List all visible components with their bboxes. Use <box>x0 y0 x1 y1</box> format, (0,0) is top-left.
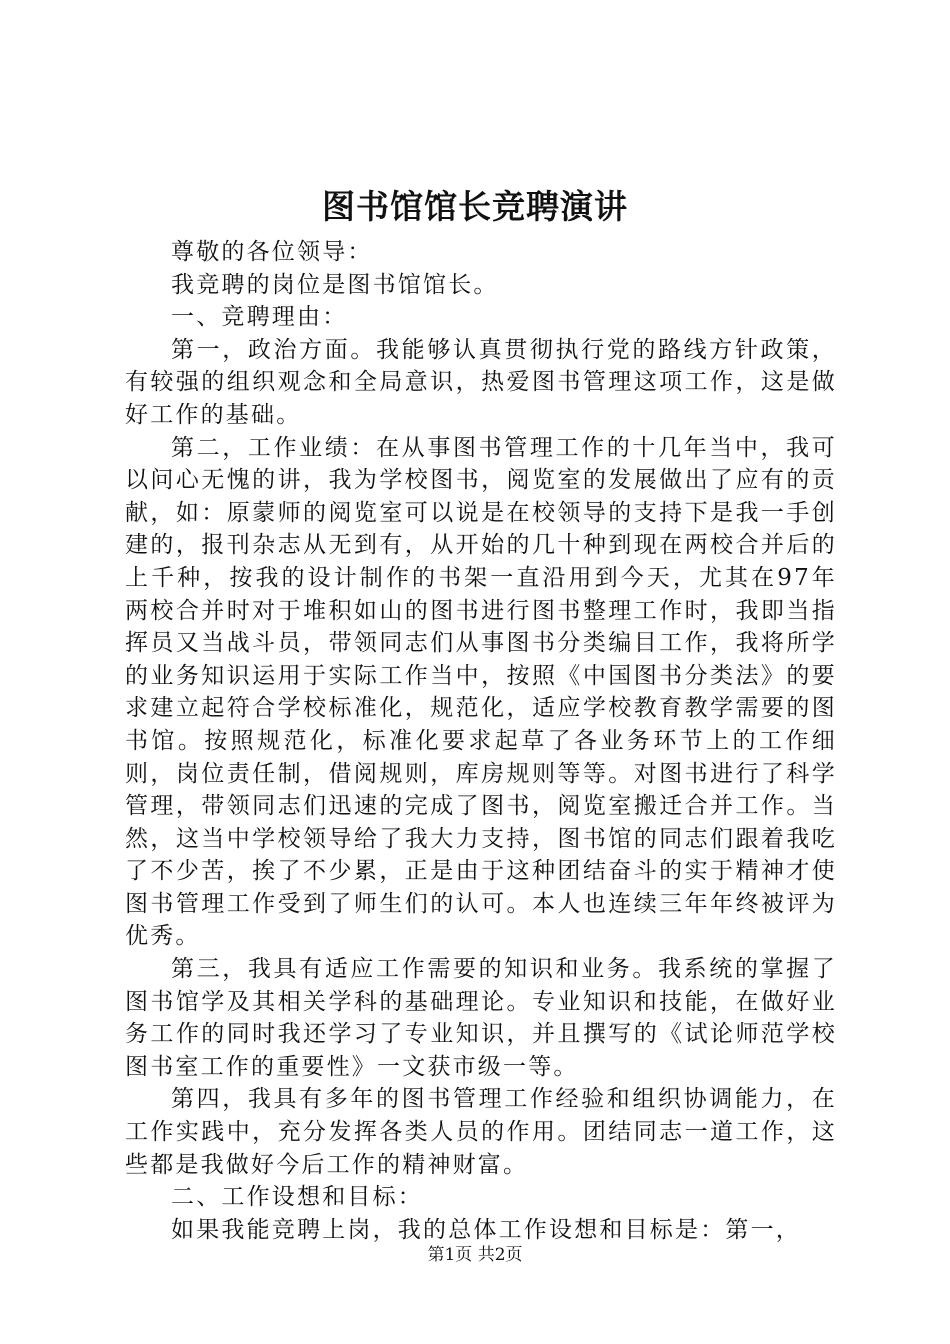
paragraph-achievements: 第二，工作业绩：在从事图书管理工作的十几年当中，我可以问心无愧的讲，我为学校图书，阅览室的发展做出了应有的贡献，如：原蒙师的阅览室可以说是在校领导的支持下是我一手创建的，报刊杂志从无到有，从开始的几十种到现在两校合并后的上千种，按我的设计制作的书架一直沿用到今天，尤其在97年两校合并时对于堆积如山的图书进行图书整理工作时，我即当指挥员又当战斗员，带领同志们从事图书分类编目工作，我将所学的业务知识运用于实际工作当中，按照《中国图书分类法》的要求建立起符合学校标准化，规范化，适应学校教育教学需要的图书馆。按照规范化，标准化要求起草了各业务环节上的工作细则，岗位责任制，借阅规则，库房规则等等。对图书进行了科学管理，带领同志们迅速的完成了图书，阅览室搬迁合并工作。当然，这当中学校领导给了我大力支持，图书馆的同志们跟着我吃了不少苦，挨了不少累，正是由于这种团结奋斗的实于精神才使图书管理工作受到了师生们的认可。本人也连续三年年终被评为优秀。 <box>125 434 837 950</box>
paragraph-political: 第一，政治方面。我能够认真贯彻执行党的路线方针政策，有较强的组织观念和全局意识，热爱图书管理这项工作，这是做好工作的基础。 <box>125 336 837 428</box>
page-number-footer: 第1页 共2页 <box>427 1245 523 1265</box>
paragraph-goals: 如果我能竞聘上岗，我的总体工作设想和目标是：第一， <box>171 1216 801 1243</box>
section-heading-goals: 二、工作设想和目标： <box>171 1184 423 1211</box>
document-title: 图书馆馆长竞聘演讲 <box>322 187 628 226</box>
document-body <box>125 236 837 1246</box>
section-heading-reasons: 一、竞聘理由： <box>171 304 348 331</box>
paragraph-knowledge: 第三，我具有适应工作需要的知识和业务。我系统的掌握了图书馆学及其相关学科的基础理论。专业知识和技能，在做好业务工作的同时我还学习了专业知识，并且撰写的《试论师范学校图书室工作的重要性》一文获市级一等。 <box>125 956 837 1080</box>
salutation: 尊敬的各位领导： <box>171 239 373 265</box>
paragraph-experience: 第四，我具有多年的图书管理工作经验和组织协调能力，在工作实践中，充分发挥各类人员的作用。团结同志一道工作，这些都是我做好今后工作的精神财富。 <box>125 1086 837 1178</box>
position-statement: 我竞聘的岗位是图书馆馆长。 <box>171 271 499 298</box>
